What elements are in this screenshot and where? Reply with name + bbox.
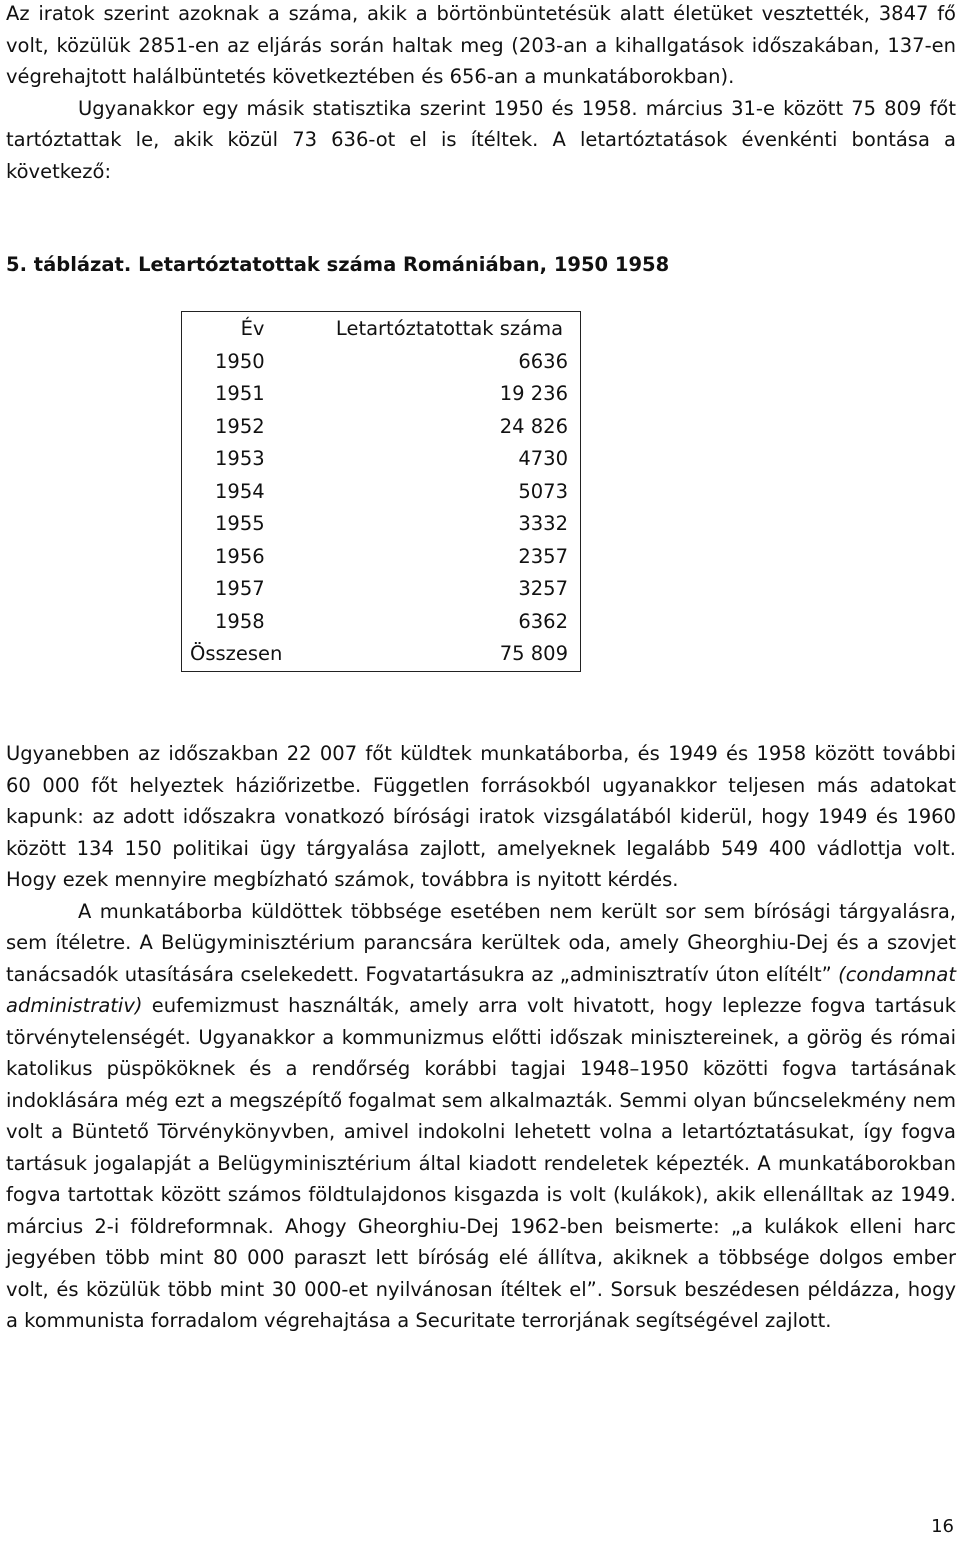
body-paragraph-1: Ugyanebben az időszakban 22 007 főt küldtek munkatáborba, és 1949 és 1958 között további 60 000 főt helyeztek háziőrizetbe. Független forrásokból ugyanakkor teljesen más adatokat kapunk: az adott időszakra vonatkozó bírósági iratok vizsgálatából kiderül, hogy 1949 és 1960 között 134 150 politikai ügy tárgyalása zajlott, amelyeknek legalább 549 400 vádlottja volt. Hogy ezek mennyire megbízható számok, továbbra is nyitott kérdés. xyxy=(6,742,956,891)
table-row xyxy=(182,411,581,444)
row-year: 1955 xyxy=(215,512,265,535)
row-count: 5073 xyxy=(518,479,568,503)
row-year: 1954 xyxy=(215,479,265,503)
arrests-table-container xyxy=(181,311,581,672)
table-row xyxy=(182,508,581,541)
header-count: Letartóztatottak száma xyxy=(335,317,564,340)
row-count: 3257 xyxy=(518,577,568,600)
intro-paragraph-1: Az iratok szerint azoknak a száma, akik a börtönbüntetésük alatt életüket vesztették, 3847 fő volt, közülük 2851-en az eljárás során haltak meg (203-an a kihallgatások időszakában, 137-en végrehajtott halálbüntetés következtében és 656-an a munkatáborokban). xyxy=(6,2,956,88)
table-row xyxy=(182,606,581,639)
row-count: 24 826 xyxy=(499,414,568,438)
arrests-table xyxy=(181,311,581,672)
intro-paragraph-2: Ugyanakkor egy másik statisztika szerint 1950 és 1958. március 31-e között 75 809 főt tartóztattak le, akik közül 73 636-ot el is ítéltek. A letartóztatások évenkénti bontása a következő: xyxy=(6,96,956,183)
page-number: 16 xyxy=(931,1516,954,1537)
row-year: 1957 xyxy=(215,577,265,600)
row-year: 1950 xyxy=(215,349,265,373)
table-total-row xyxy=(182,638,581,671)
row-year: 1953 xyxy=(215,447,265,470)
body-paragraph-2-italic-term: (condamnat administrativ) xyxy=(6,962,956,1017)
table-row xyxy=(182,573,581,606)
total-label: Összesen xyxy=(190,642,283,665)
body-paragraph-2-part-b: eufemizmust használták, amely arra volt hivatott, hogy leplezze fogva tartásuk törvénytelenségét. Ugyanakkor a kommunizmus előtti időszak minisztereinek, a görög és római katolikus püspököknek és a rendőrség korábbi tagjai 1948–1950 közötti fogva tartásának indoklására még ezt a megszépítő fogalmat sem alkalmazták. Semmi olyan bűncselekmény nem volt a Büntető Törvénykönyvben, amivel indokolni lehetett volna a letartóztatásukat, így fogva tartásuk jogalapját a Belügyminisztérium által kiadott rendeletek képezték. A munkatáborokban fogva tartottak között számos földtulajdonos kisgazda is volt (kulákok), akik ellenálltak az 1949. március 2-i földreformnak. Ahogy Gheorghiu-Dej 1962-ben beismerte: „a kulákok elleni harc jegyében több mint 80 000 paraszt lett bíróság elé állítva, akiknek a többsége dolgos ember volt, és közülük több mint 30 000-et nyilvánosan ítéltek el”. Sorsuk beszédesen példázza, hogy a kommunista forradalom végrehajtása a Securitate terrorjának segítségével zajlott. xyxy=(6,994,956,1332)
table-row xyxy=(182,443,581,476)
row-year: 1952 xyxy=(215,414,265,438)
row-count: 19 236 xyxy=(499,382,568,405)
table-row xyxy=(182,378,581,411)
row-count: 4730 xyxy=(518,447,568,470)
table-row xyxy=(182,541,581,574)
row-count: 6362 xyxy=(518,609,568,633)
table-header-row xyxy=(182,312,581,346)
body-paragraph-2-part-a: A munkatáborba küldöttek többsége esetében nem került sor sem bírósági tárgyalásra, sem ítéletre. A Belügyminisztérium parancsára kerültek oda, amely Gheorghiu-Dej és a szovjet tanácsadók utasítására cselekedett. Fogvatartásukra az „adminisztratív úton elítélt” xyxy=(6,899,956,986)
row-count: 6636 xyxy=(518,349,568,373)
row-count: 3332 xyxy=(518,512,568,535)
intro-text-block xyxy=(6,0,956,187)
header-year: Év xyxy=(240,317,265,340)
table-row xyxy=(182,476,581,509)
row-year: 1951 xyxy=(215,382,265,405)
row-year: 1956 xyxy=(215,544,265,568)
body-paragraph-2 xyxy=(6,896,956,1337)
row-count: 2357 xyxy=(518,544,568,568)
table-body xyxy=(182,346,581,672)
total-count: 75 809 xyxy=(499,642,568,665)
table-row xyxy=(182,346,581,379)
row-year: 1958 xyxy=(215,609,265,633)
body-text-block xyxy=(6,738,956,1337)
table-caption: 5. táblázat. Letartóztatottak száma Romániában, 1950 1958 xyxy=(6,253,670,276)
